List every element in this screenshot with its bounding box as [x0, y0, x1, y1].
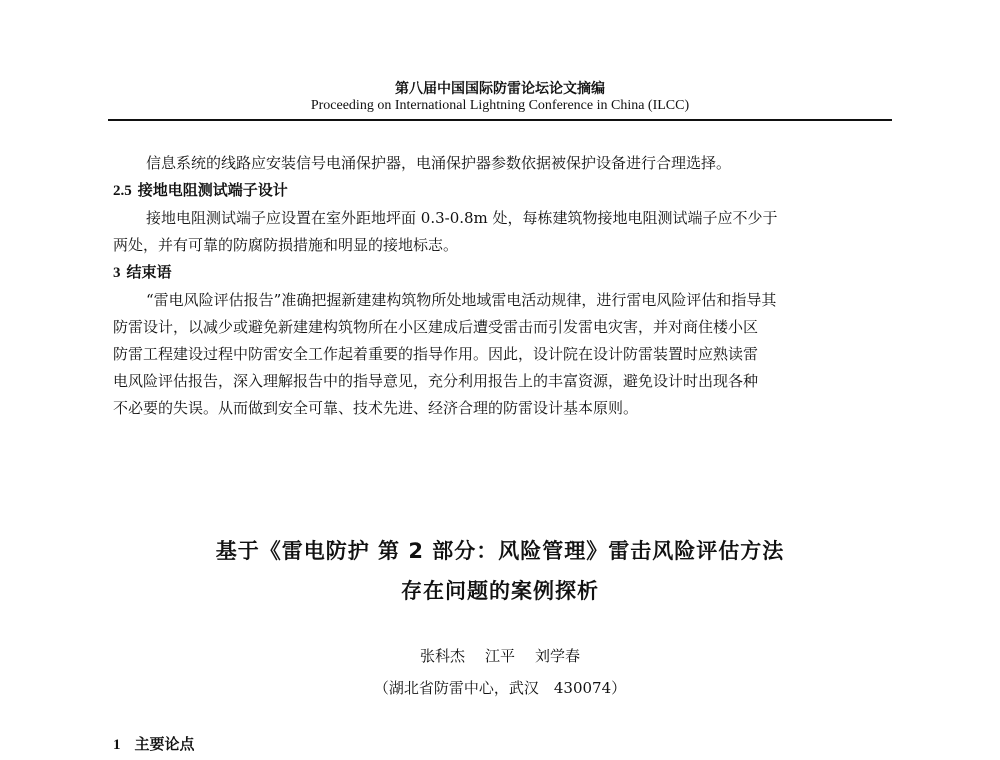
section-number: 2.5 — [113, 183, 132, 199]
paragraph-line: “雷电风险评估报告”准确把握新建建构筑物所处地域雷电活动规律，进行雷电风险评估和指导其 — [146, 291, 777, 309]
section-number: 1 — [113, 737, 121, 753]
section-title: 结束语 — [126, 263, 172, 281]
author-name: 江平 — [484, 647, 515, 665]
paragraph-continued: 信息系统的线路应安装信号电涌保护器，电涌保护器参数依据被保护设备进行合理选择。 — [146, 154, 732, 172]
author-list — [0, 645, 1000, 666]
author-name: 刘学春 — [535, 647, 581, 665]
paper-title-line-2: 存在问题的案例探析 — [401, 579, 599, 603]
running-header-chinese: 第八届中国国际防雷论坛论文摘编 — [395, 81, 605, 97]
section-heading-2-5 — [113, 177, 893, 205]
paragraph-line: 防雷设计，以减少或避免新建建构筑物所在小区建成后遭受雷击而引发雷电灾害，并对商住楼小区 — [113, 318, 759, 336]
previous-paper-body — [113, 150, 893, 422]
paragraph-line: 不必要的失误。从而做到安全可靠、技术先进、经济合理的防雷设计基本原则。 — [113, 399, 639, 417]
section-title: 主要论点 — [134, 735, 195, 753]
header-rule — [108, 119, 892, 121]
section-heading-1 — [113, 733, 195, 754]
paragraph-line: 两处，并有可靠的防腐防损措施和明显的接地标志。 — [113, 236, 459, 254]
section-heading-3 — [113, 259, 893, 287]
paragraph-line: 防雷工程建设过程中防雷安全工作起着重要的指导作用。因此，设计院在设计防雷装置时应熟读雷 — [113, 345, 759, 363]
author-affiliation: （湖北省防雷中心，武汉 430074） — [373, 679, 627, 697]
section-title: 接地电阻测试端子设计 — [137, 181, 288, 199]
paragraph-line: 电风险评估报告，深入理解报告中的指导意见，充分利用报告上的丰富资源，避免设计时出现各种 — [113, 372, 759, 390]
section-number: 3 — [113, 265, 121, 281]
paper-title-line-1: 基于《雷电防护 第 2 部分：风险管理》雷击风险评估方法 — [215, 539, 785, 563]
running-header-english: Proceeding on International Lightning Conference in China (ILCC) — [310, 98, 690, 113]
paragraph-line: 接地电阻测试端子应设置在室外距地坪面 0.3-0.8m 处，每栋建筑物接地电阻测试端子应不少于 — [146, 209, 778, 227]
author-name: 张科杰 — [419, 647, 465, 665]
